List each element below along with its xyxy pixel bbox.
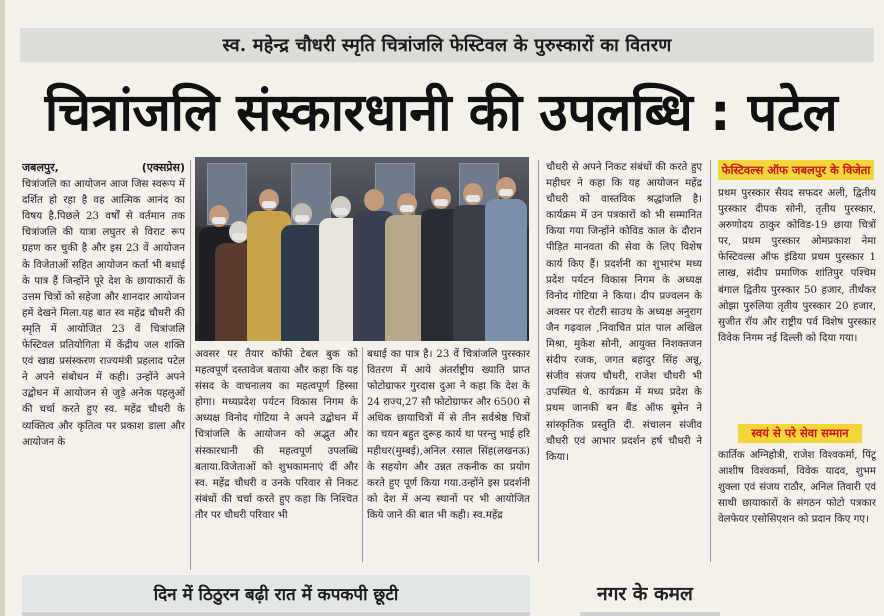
photo-person bbox=[281, 191, 323, 341]
honor-text: कार्तिक अग्निहोत्री, राजेश विश्वकर्मा, पिंटू आशीष विश्वकर्मा, विवेक यादव, शुभम शुक्ला एवं संजय राठौर, अनिल तिवारी एवं साथी छायाकारों के संगठन फोटो पत्रकार वेलफेयर एसोसिएशन को प्रदान किए गए। bbox=[718, 450, 876, 526]
article-column-3 bbox=[367, 347, 530, 562]
column-rule bbox=[710, 160, 711, 562]
side-story-headline-band bbox=[545, 575, 745, 611]
headline: चित्रांजलि संस्कारधानी की उपलब्धि : पटेल bbox=[44, 83, 838, 143]
dateline-source: (एक्सप्रेस) bbox=[141, 161, 185, 174]
winners-column bbox=[718, 186, 876, 416]
winners-tag: फेस्टिवल्स ऑफ जबलपुर के विजेता bbox=[718, 160, 874, 180]
column-1-text: चित्रांजलि का आयोजन आज जिस स्वरूप में दर्शित हो रहा है वह आत्मिक आनंद का विषय है.पिछले 23 वर्षों से वर्तमान तक चित्रांजलि की यात्रा लघुतर से विराट रूप ग्रहण कर चुकी है और इस 23 वें आयोजन के विजेताओं सहित आयोजन कर्ता भी बधाई के पात्र हैं जिन्होंने पूरे देश के छायाकारों के उत्तम चित्रों को सहेजा और शानदार आयोजन हमें देखने मिला.यह बात स्व महेंद्र चौधरी की स्मृति में आयोजित 23 वें चित्रांजलि फेस्टिवल प्रतियोगिता में केंद्रीय जल शक्ति एवं खाद्य प्रसंस्करण राज्यमंत्री प्रहलाद पटेल ने अपने संबोधन में कही। उन्होंने अपने उद्बोधन में आयोजन से जुड़े अनेक पहलुओं की चर्चा करते हुए स्व. महेंद्र चौधरी के व्यक्तित्व और कृतित्व पर प्रकाश डाला और आयोजन के bbox=[22, 179, 185, 448]
column-4-text: चौधरी से अपने निकट संबंधों की करते हुए महीधर ने कहा कि यह आयोजन महेंद्र चौधरी को वास्तविक श्रद्धांजलि है। कार्यक्रम में उन पत्रकारों को भी सम्मानित किया गया जिन्होंने कोविड काल के दौरान पीड़ित मानवता की सेवा के लिए विशेष कार्य किए हैं। प्रदर्शनी का शुभारंभ मध्य प्रदेश पर्यटन विकास निगम के अध्यक्ष विनोद गोटिया ने किया। दीप प्रज्वलन के अवसर पर रोटरी साउथ के अध्यक्ष अनुराग जैन गढ़वाल ,निवाचित प्रांत पाल अखिल मिश्रा, मुकेश सोनी, आयुक्त निशक्तजन संदीप रजक, जगत बहादुर सिंह अन्नू, संजीव संजय चौधरी, राजेश चौधरी भी उपस्थित थे. कार्यक्रम में मध्य प्रदेश के प्रथम जानकी बन बैंड ऑफ बूमेन ने सांस्कृतिक प्रस्तुति दी. संचालन संजीव चौधरी एवं आभार प्रदर्शन हर्ष चौधरी ने किया। bbox=[546, 162, 702, 463]
clipped-text-line bbox=[22, 612, 530, 616]
article-column-2 bbox=[195, 347, 358, 562]
winners-text: प्रथम पुरस्कार सैयद सफदर अली, द्वितीय पुरस्कार दीपक सोनी, तृतीय पुरस्कार, अरुणोदय ठाकुर कोविड-19 छाया चित्रों पर, प्रथम पुरस्कार ओमप्रकाश नेमा फेस्टिवल्स ऑफ इंडिया प्रथम पुरस्कार 1 लाख, संदीप प्रमाणिक शांतिपुर पश्चिम बंगाल द्वितीय पुरस्कार 50 हजार, तीर्थंकर ओझा पुरुलिया तृतीय पुरस्कार 20 हजार, सुजीत रॉय और राष्ट्रीय पर्व विशेष पुरस्कार विवेक निगम नई दिल्ली को दिया गया। bbox=[718, 188, 876, 344]
article-column-1 bbox=[22, 160, 185, 570]
dateline-place: जबलपुर, bbox=[22, 161, 59, 174]
next-story-headline: दिन में ठिठुरन बढ़ी रात में कपकपी छूटी bbox=[153, 584, 399, 605]
kicker-text: स्व. महेन्द्र चौधरी स्मृति चित्रांजलि फेस्टिवल के पुरुस्कारों का वितरण bbox=[222, 35, 672, 56]
dateline bbox=[22, 160, 185, 176]
left-margin-rule bbox=[0, 0, 5, 616]
article-column-4 bbox=[546, 160, 702, 562]
side-story-headline: नगर के कमल bbox=[597, 583, 693, 605]
next-story-headline-band bbox=[22, 575, 530, 611]
column-rule bbox=[190, 160, 191, 570]
honor-tag: स्वयं से परे सेवा सम्मान bbox=[738, 424, 862, 443]
event-photo bbox=[195, 157, 529, 341]
column-2-text: अवसर पर तैयार कॉफी टेबल बुक को महत्वपूर्ण दस्तावेज बताया और कहा कि यह संसद के वाचनालय का महत्वपूर्ण हिस्सा होगा। मध्यप्रदेश पर्यटन विकास निगम के अध्यक्ष विनोद गोटिया ने अपने उद्बोधन में चित्रांजलि के आयोजन को अद्भुत और संस्कारधानी की महत्वपूर्ण उपलब्धि बताया.विजेताओं को शुभकामनाएं दीं और स्व. महेंद्र चौधरी व उनके परिवार से निकट संबंधों की चर्चा करते हुए कहा कि निश्चित तौर पर चौधरी परिवार भी bbox=[195, 349, 358, 521]
kicker-band bbox=[20, 28, 874, 62]
column-rule bbox=[538, 160, 539, 562]
column-rule bbox=[362, 347, 363, 562]
column-3-text: बधाई का पात्र है। 23 वें चित्रांजलि पुरस्कार वितरण में आये अंतर्राष्ट्रीय ख्याति प्राप्त फोटोग्राफर गुरदास दुआ ने कहा कि देश के 24 राज्य,27 सौ फोटोग्राफर और 6500 से अधिक छायाचित्रों में से तीन सर्वश्रेष्ठ चित्रों का चयन बहुत दुरूह कार्य था परन्तु भाई हरि महीधर(मुम्बई),अनिल रसाल सिंह(लखनऊ) के सहयोग और उन्नत तकनीक का प्रयोग करते हुए पूर्ण किया गया.उन्होंने इस प्रदर्शनी को देश में अन्य स्थानों पर भी आयोजित किये जाने की बात भी कही। स्व.महेंद्र bbox=[367, 349, 530, 521]
honor-column bbox=[718, 448, 876, 568]
clipped-text-line bbox=[580, 612, 720, 616]
photo-person bbox=[485, 175, 527, 341]
